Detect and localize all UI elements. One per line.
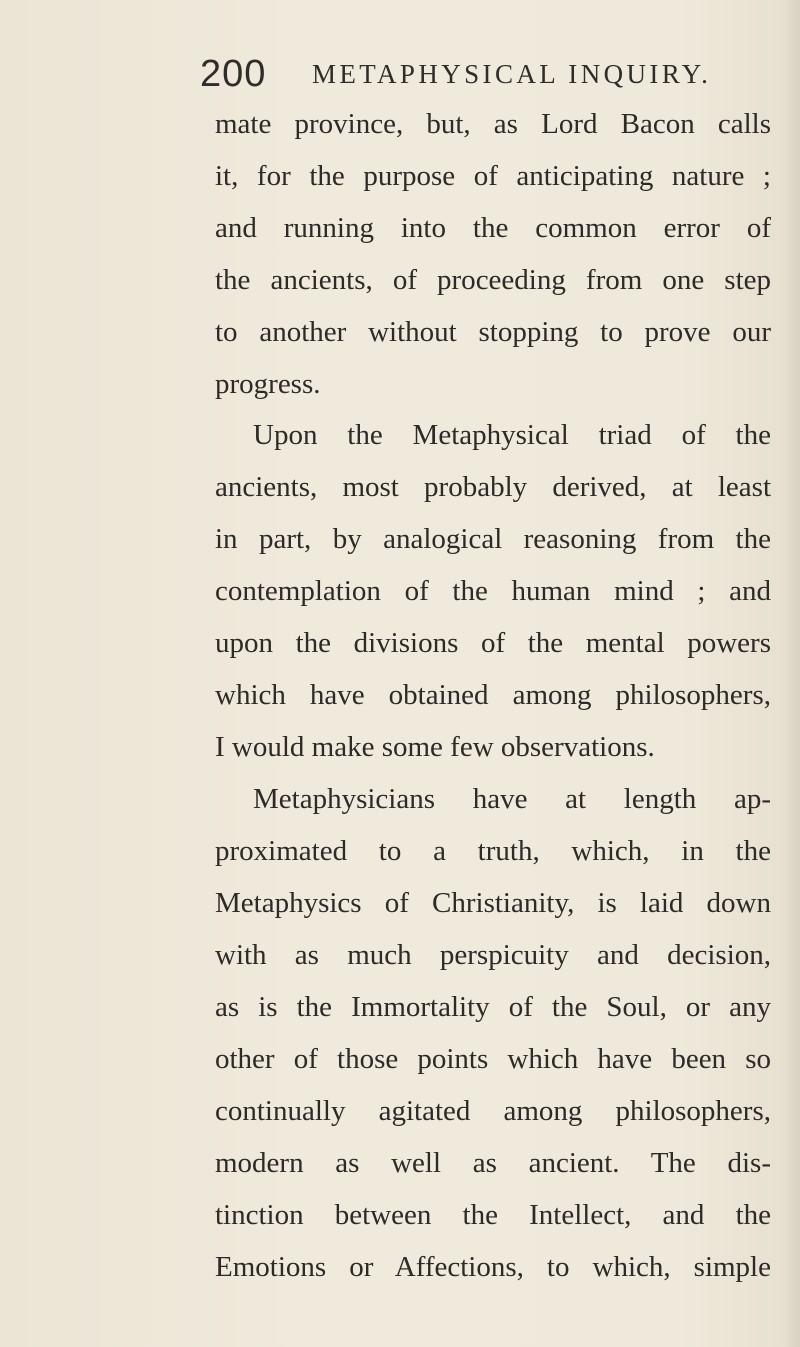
text-line: it, for the purpose of anticipating nature ; <box>215 160 771 192</box>
text-line: other of those points which have been so <box>215 1043 771 1075</box>
running-head: METAPHYSICAL INQUIRY. <box>312 59 712 89</box>
page-header <box>200 46 780 102</box>
text-line: mate province, but, as Lord Bacon calls <box>215 108 771 140</box>
text-line: modern as well as ancient. The dis- <box>215 1147 771 1179</box>
page-edge-shadow <box>782 0 800 1347</box>
text-line: Emotions or Affections, to which, simple <box>215 1251 771 1283</box>
page-number: 200 <box>200 53 267 95</box>
text-line: upon the divisions of the mental powers <box>215 627 771 659</box>
text-line: with as much perspicuity and decision, <box>215 939 771 971</box>
text-line: and running into the common error of <box>215 212 771 244</box>
text-line: ancients, most probably derived, at least <box>215 471 771 503</box>
text-line: which have obtained among philosophers, <box>215 679 771 711</box>
text-line: to another without stopping to prove our <box>215 316 771 348</box>
text-line: progress. <box>215 368 321 400</box>
paragraph-1 <box>215 98 771 410</box>
text-line: the ancients, of proceeding from one step <box>215 264 771 296</box>
text-line: as is the Immortality of the Soul, or any <box>215 991 771 1023</box>
text-line: continually agitated among philosophers, <box>215 1095 771 1127</box>
text-line: tinction between the Intellect, and the <box>215 1199 771 1231</box>
paragraph-2 <box>215 409 771 617</box>
paragraph-3 <box>215 617 771 1293</box>
text-line: proximated to a truth, which, in the <box>215 835 771 867</box>
text-line: contemplation of the human mind ; and <box>215 575 771 607</box>
text-line: Metaphysicians have at length ap- <box>253 783 771 815</box>
text-line: I would make some few observations. <box>215 731 655 763</box>
text-line: Upon the Metaphysical triad of the <box>253 419 771 451</box>
text-line: in part, by analogical reasoning from the <box>215 523 771 555</box>
text-line: Metaphysics of Christianity, is laid down <box>215 887 771 919</box>
